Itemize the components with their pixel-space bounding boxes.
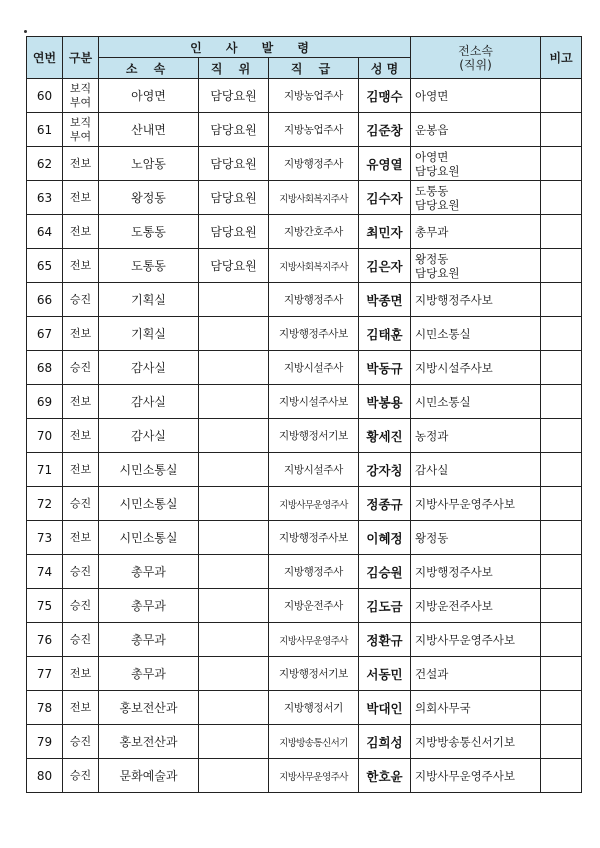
cell-previous-dept-line: 담당요원 xyxy=(415,265,460,280)
cell-grade: 지방행정서기보 xyxy=(269,419,359,453)
header-grade: 직 급 xyxy=(269,58,359,79)
cell-dept: 총무과 xyxy=(99,657,199,691)
cell-category: 전보 xyxy=(63,453,99,487)
cell-category-line: 부여 xyxy=(69,95,92,109)
cell-grade: 지방운전주사 xyxy=(269,589,359,623)
cell-duty: 담당요원 xyxy=(199,147,269,181)
cell-seq: 68 xyxy=(27,351,63,385)
cell-note xyxy=(541,419,582,453)
cell-grade: 지방시설주사보 xyxy=(269,385,359,419)
cell-grade: 지방행정주사 xyxy=(269,555,359,589)
cell-duty: 담당요원 xyxy=(199,79,269,113)
cell-duty xyxy=(199,385,269,419)
cell-previous-dept: 아영면 xyxy=(411,79,541,113)
cell-category-line: 부여 xyxy=(69,129,92,143)
table-row xyxy=(27,283,582,317)
cell-note xyxy=(541,623,582,657)
cell-grade: 지방시설주사 xyxy=(269,351,359,385)
table-row xyxy=(27,317,582,351)
cell-note xyxy=(541,181,582,215)
cell-duty: 담당요원 xyxy=(199,249,269,283)
cell-previous-dept: 의회사무국 xyxy=(411,691,541,725)
cell-seq: 78 xyxy=(27,691,63,725)
cell-note xyxy=(541,725,582,759)
cell-category: 승진 xyxy=(63,351,99,385)
cell-seq: 64 xyxy=(27,215,63,249)
cell-grade: 지방사무운영주사 xyxy=(269,487,359,521)
cell-duty xyxy=(199,589,269,623)
cell-name: 김준창 xyxy=(359,113,411,147)
cell-category: 승진 xyxy=(63,283,99,317)
cell-duty xyxy=(199,283,269,317)
cell-duty xyxy=(199,555,269,589)
cell-dept: 왕정동 xyxy=(99,181,199,215)
personnel-appointment-sheet xyxy=(26,36,581,793)
cell-previous-dept: 지방방송통신서기보 xyxy=(411,725,541,759)
cell-dept: 기획실 xyxy=(99,317,199,351)
cell-previous-dept-line: 왕정동 xyxy=(415,251,449,266)
cell-category-line: 보직 xyxy=(69,81,92,95)
cell-name: 박종면 xyxy=(359,283,411,317)
cell-dept: 시민소통실 xyxy=(99,521,199,555)
cell-category: 전보 xyxy=(63,521,99,555)
header-appointment-group: 인 사 발 령 xyxy=(99,37,411,58)
table-row xyxy=(27,385,582,419)
cell-grade: 지방행정주사보 xyxy=(269,521,359,555)
cell-previous-dept-line: 아영면 xyxy=(415,149,449,164)
table-row xyxy=(27,759,582,793)
cell-name: 유영열 xyxy=(359,147,411,181)
table-header xyxy=(27,37,582,79)
cell-previous-dept-line: 도통동 xyxy=(415,183,449,198)
cell-previous-dept-line: 담당요원 xyxy=(415,163,460,178)
cell-note xyxy=(541,249,582,283)
cell-category-line: 보직 xyxy=(69,115,92,129)
table-row xyxy=(27,249,582,283)
cell-seq: 66 xyxy=(27,283,63,317)
cell-category: 전보 xyxy=(63,385,99,419)
cell-dept: 감사실 xyxy=(99,385,199,419)
cell-seq: 72 xyxy=(27,487,63,521)
cell-name: 정환규 xyxy=(359,623,411,657)
table-row xyxy=(27,725,582,759)
cell-seq: 79 xyxy=(27,725,63,759)
cell-duty xyxy=(199,759,269,793)
cell-previous-dept: 시민소통실 xyxy=(411,385,541,419)
table-body xyxy=(27,79,582,793)
cell-previous-dept xyxy=(411,249,541,283)
header-seq: 연번 xyxy=(27,37,63,79)
cell-dept: 홍보전산과 xyxy=(99,725,199,759)
cell-name: 박대인 xyxy=(359,691,411,725)
cell-grade: 지방방송통신서기 xyxy=(269,725,359,759)
cell-category: 전보 xyxy=(63,317,99,351)
table-row xyxy=(27,181,582,215)
cell-name: 김도금 xyxy=(359,589,411,623)
cell-dept: 도통동 xyxy=(99,215,199,249)
cell-category: 승진 xyxy=(63,555,99,589)
cell-category: 전보 xyxy=(63,181,99,215)
cell-previous-dept: 지방행정주사보 xyxy=(411,555,541,589)
cell-grade: 지방사무운영주사 xyxy=(269,759,359,793)
cell-category: 전보 xyxy=(63,657,99,691)
cell-seq: 62 xyxy=(27,147,63,181)
cell-name: 서동민 xyxy=(359,657,411,691)
table-row xyxy=(27,79,582,113)
cell-previous-dept: 왕정동 xyxy=(411,521,541,555)
cell-category: 승진 xyxy=(63,725,99,759)
header-previous-dept-line1: 전소속 xyxy=(458,43,493,58)
cell-grade: 지방행정주사보 xyxy=(269,317,359,351)
cell-note xyxy=(541,385,582,419)
cell-grade: 지방사회복지주사 xyxy=(269,249,359,283)
cell-dept: 도통동 xyxy=(99,249,199,283)
cell-grade: 지방간호주사 xyxy=(269,215,359,249)
cell-duty xyxy=(199,453,269,487)
cell-previous-dept xyxy=(411,147,541,181)
table-row xyxy=(27,623,582,657)
cell-seq: 65 xyxy=(27,249,63,283)
cell-grade: 지방사무운영주사 xyxy=(269,623,359,657)
header-note: 비고 xyxy=(541,37,582,79)
cell-seq: 75 xyxy=(27,589,63,623)
cell-seq: 71 xyxy=(27,453,63,487)
cell-note xyxy=(541,691,582,725)
cell-seq: 61 xyxy=(27,113,63,147)
cell-seq: 77 xyxy=(27,657,63,691)
cell-note xyxy=(541,317,582,351)
cell-category xyxy=(63,113,99,147)
cell-dept: 총무과 xyxy=(99,623,199,657)
table-row xyxy=(27,113,582,147)
cell-grade: 지방행정주사 xyxy=(269,283,359,317)
cell-grade: 지방농업주사 xyxy=(269,79,359,113)
cell-note xyxy=(541,215,582,249)
cell-category: 승진 xyxy=(63,589,99,623)
cell-seq: 70 xyxy=(27,419,63,453)
cell-duty: 담당요원 xyxy=(199,215,269,249)
cell-name: 강자칭 xyxy=(359,453,411,487)
cell-name: 박봉용 xyxy=(359,385,411,419)
cell-name: 김수자 xyxy=(359,181,411,215)
cell-note xyxy=(541,113,582,147)
cell-seq: 60 xyxy=(27,79,63,113)
table-row xyxy=(27,147,582,181)
cell-duty: 담당요원 xyxy=(199,181,269,215)
cell-previous-dept: 감사실 xyxy=(411,453,541,487)
table-row xyxy=(27,351,582,385)
cell-name: 최민자 xyxy=(359,215,411,249)
cell-duty xyxy=(199,623,269,657)
table-row xyxy=(27,555,582,589)
cell-dept: 기획실 xyxy=(99,283,199,317)
cell-previous-dept: 지방사무운영주사보 xyxy=(411,623,541,657)
cell-previous-dept: 지방행정주사보 xyxy=(411,283,541,317)
cell-dept: 문화예술과 xyxy=(99,759,199,793)
cell-duty: 담당요원 xyxy=(199,113,269,147)
cell-grade: 지방사회복지주사 xyxy=(269,181,359,215)
cell-duty xyxy=(199,419,269,453)
cell-category: 전보 xyxy=(63,249,99,283)
cell-duty xyxy=(199,725,269,759)
cell-grade: 지방행정서기보 xyxy=(269,657,359,691)
cell-name: 이혜정 xyxy=(359,521,411,555)
cell-duty xyxy=(199,691,269,725)
header-dept: 소 속 xyxy=(99,58,199,79)
cell-previous-dept: 지방시설주사보 xyxy=(411,351,541,385)
cell-seq: 73 xyxy=(27,521,63,555)
cell-category: 승진 xyxy=(63,487,99,521)
cell-name: 김승원 xyxy=(359,555,411,589)
table-row xyxy=(27,215,582,249)
appointment-table xyxy=(26,36,582,793)
cell-duty xyxy=(199,351,269,385)
table-row xyxy=(27,521,582,555)
cell-dept: 아영면 xyxy=(99,79,199,113)
table-row xyxy=(27,487,582,521)
cell-duty xyxy=(199,317,269,351)
table-row xyxy=(27,589,582,623)
cell-dept: 홍보전산과 xyxy=(99,691,199,725)
cell-seq: 69 xyxy=(27,385,63,419)
cell-previous-dept xyxy=(411,181,541,215)
cell-previous-dept: 농정과 xyxy=(411,419,541,453)
cell-dept: 시민소통실 xyxy=(99,487,199,521)
cell-seq: 76 xyxy=(27,623,63,657)
cell-name: 박동규 xyxy=(359,351,411,385)
cell-previous-dept: 운봉읍 xyxy=(411,113,541,147)
scan-speck xyxy=(24,30,27,33)
cell-category: 전보 xyxy=(63,691,99,725)
header-previous-dept-line2: (직위) xyxy=(459,57,492,72)
cell-dept: 감사실 xyxy=(99,419,199,453)
header-duty: 직 위 xyxy=(199,58,269,79)
cell-previous-dept: 지방운전주사보 xyxy=(411,589,541,623)
cell-note xyxy=(541,521,582,555)
cell-dept: 감사실 xyxy=(99,351,199,385)
cell-previous-dept: 건설과 xyxy=(411,657,541,691)
cell-seq: 63 xyxy=(27,181,63,215)
cell-dept: 산내면 xyxy=(99,113,199,147)
cell-name: 김태훈 xyxy=(359,317,411,351)
cell-note xyxy=(541,147,582,181)
cell-seq: 80 xyxy=(27,759,63,793)
cell-note xyxy=(541,657,582,691)
header-name: 성 명 xyxy=(359,58,411,79)
cell-note xyxy=(541,487,582,521)
cell-dept: 노암동 xyxy=(99,147,199,181)
cell-duty xyxy=(199,657,269,691)
cell-dept: 총무과 xyxy=(99,555,199,589)
cell-note xyxy=(541,351,582,385)
cell-note xyxy=(541,79,582,113)
cell-category: 승진 xyxy=(63,623,99,657)
cell-seq: 67 xyxy=(27,317,63,351)
cell-grade: 지방농업주사 xyxy=(269,113,359,147)
cell-name: 한호윤 xyxy=(359,759,411,793)
cell-name: 김맹수 xyxy=(359,79,411,113)
cell-name: 김희성 xyxy=(359,725,411,759)
table-row xyxy=(27,453,582,487)
cell-dept: 총무과 xyxy=(99,589,199,623)
cell-dept: 시민소통실 xyxy=(99,453,199,487)
cell-category: 전보 xyxy=(63,419,99,453)
cell-note xyxy=(541,555,582,589)
cell-previous-dept: 총무과 xyxy=(411,215,541,249)
cell-grade: 지방행정주사 xyxy=(269,147,359,181)
cell-category: 전보 xyxy=(63,215,99,249)
cell-note xyxy=(541,589,582,623)
cell-name: 황세진 xyxy=(359,419,411,453)
header-category: 구분 xyxy=(63,37,99,79)
cell-previous-dept: 시민소통실 xyxy=(411,317,541,351)
cell-category: 승진 xyxy=(63,759,99,793)
cell-category: 전보 xyxy=(63,147,99,181)
table-row xyxy=(27,419,582,453)
cell-note xyxy=(541,453,582,487)
cell-name: 정종규 xyxy=(359,487,411,521)
cell-previous-dept: 지방사무운영주사보 xyxy=(411,487,541,521)
table-row xyxy=(27,691,582,725)
cell-name: 김은자 xyxy=(359,249,411,283)
table-row xyxy=(27,657,582,691)
cell-note xyxy=(541,283,582,317)
cell-previous-dept-line: 담당요원 xyxy=(415,197,460,212)
header-previous-dept xyxy=(411,37,541,79)
cell-seq: 74 xyxy=(27,555,63,589)
cell-duty xyxy=(199,487,269,521)
cell-duty xyxy=(199,521,269,555)
cell-note xyxy=(541,759,582,793)
cell-category xyxy=(63,79,99,113)
cell-previous-dept: 지방사무운영주사보 xyxy=(411,759,541,793)
cell-grade: 지방시설주사 xyxy=(269,453,359,487)
cell-grade: 지방행정서기 xyxy=(269,691,359,725)
